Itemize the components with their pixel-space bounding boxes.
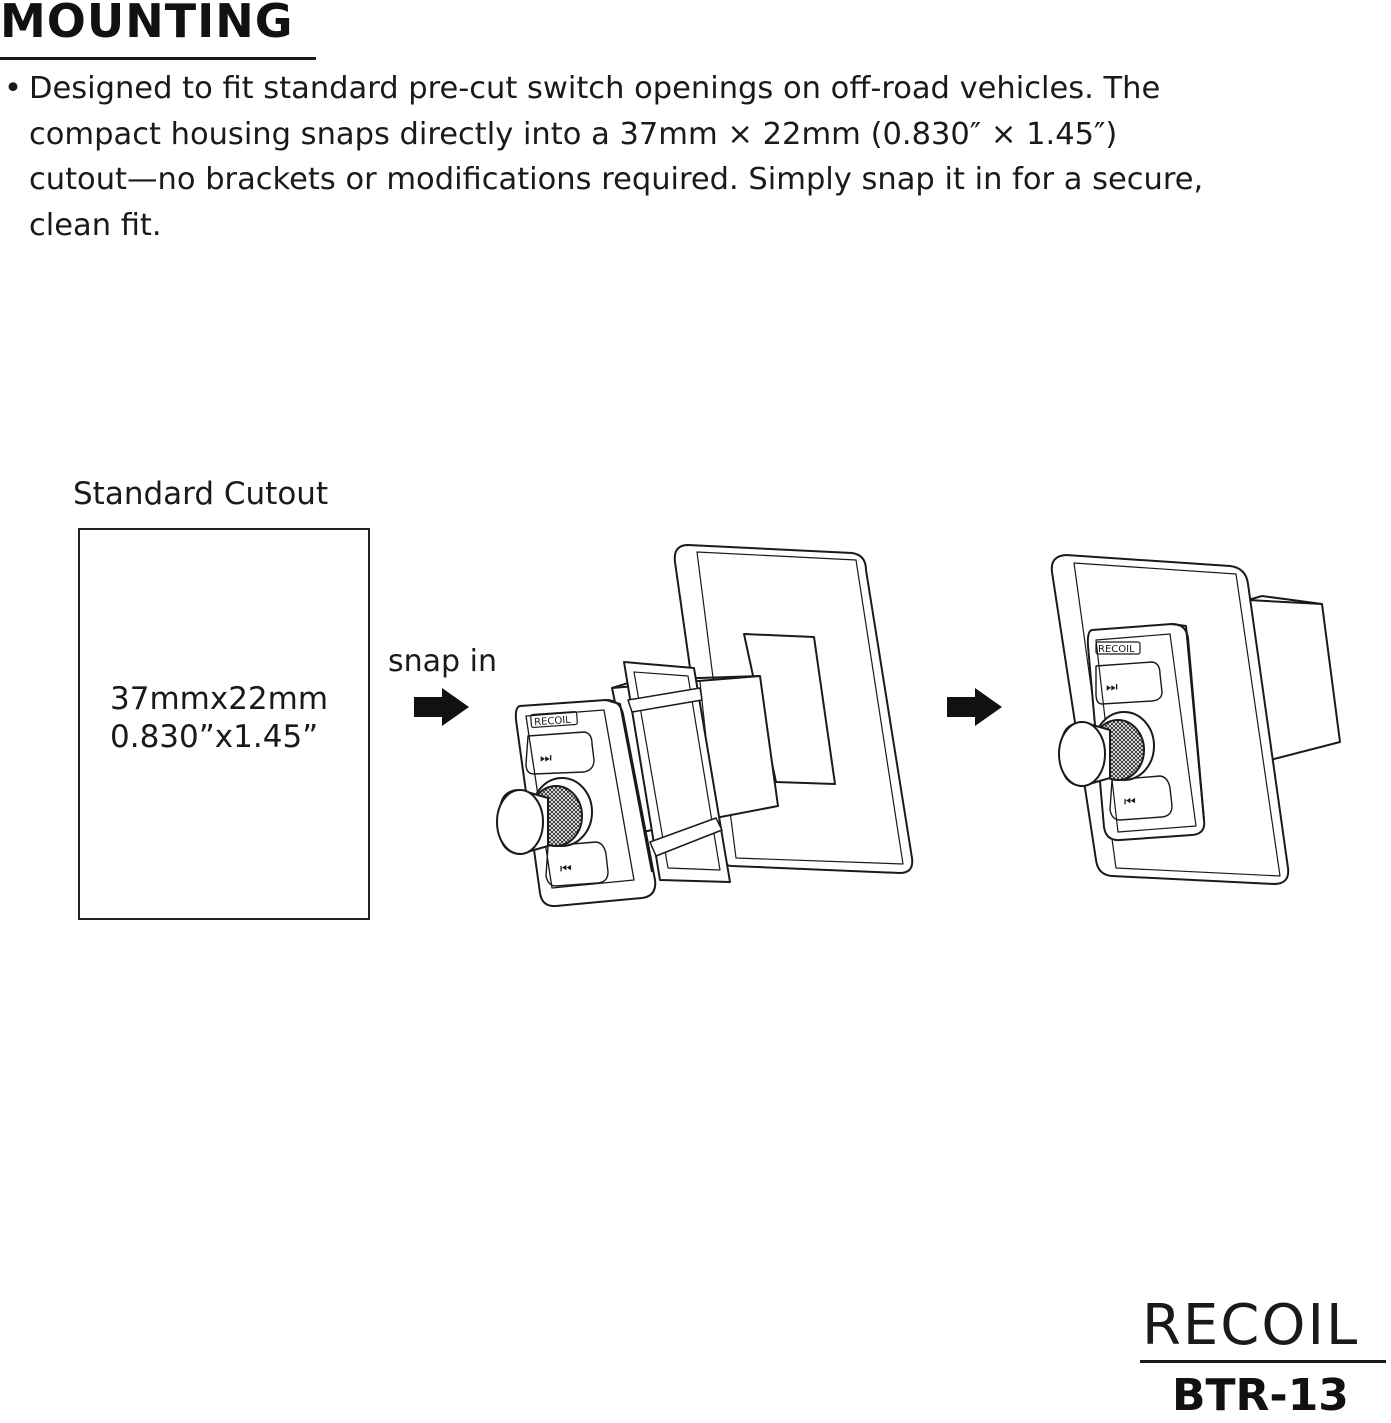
svg-text:RECOIL: RECOIL — [533, 714, 572, 729]
description-line: clean fit. — [29, 207, 162, 243]
description-line: Designed to fit standard pre-cut switch openings on off-road vehicles. The — [29, 71, 1161, 106]
arrow-right-icon — [414, 688, 469, 726]
cutout-label: Standard Cutout — [73, 476, 329, 512]
svg-text:⏭: ⏭ — [540, 751, 552, 766]
svg-text:⏮: ⏮ — [1124, 795, 1136, 810]
arrow-right-icon — [947, 688, 1002, 726]
model-number: BTR-13 — [1172, 1370, 1349, 1421]
page-title: MOUNTING — [0, 0, 294, 48]
svg-text:⏭: ⏭ — [1106, 680, 1118, 695]
dimension-imperial: 0.830”x1.45” — [110, 719, 319, 755]
bullet-marker: • — [4, 71, 22, 106]
brand-divider — [1140, 1360, 1386, 1363]
brand-logo: RECOIL — [1142, 1293, 1360, 1358]
description-line: compact housing snaps directly into a 37mm × 22mm (0.830″ × 1.45″) — [29, 116, 1118, 152]
snap-in-label: snap in — [388, 644, 497, 679]
svg-text:⏮: ⏮ — [560, 862, 572, 877]
svg-text:RECOIL: RECOIL — [1098, 644, 1135, 655]
dimension-metric: 37mmx22mm — [110, 681, 329, 717]
panel-installed — [1052, 555, 1340, 884]
description-line: cutout—no brackets or modifications required. Simply snap it in for a secure, — [29, 162, 1204, 197]
